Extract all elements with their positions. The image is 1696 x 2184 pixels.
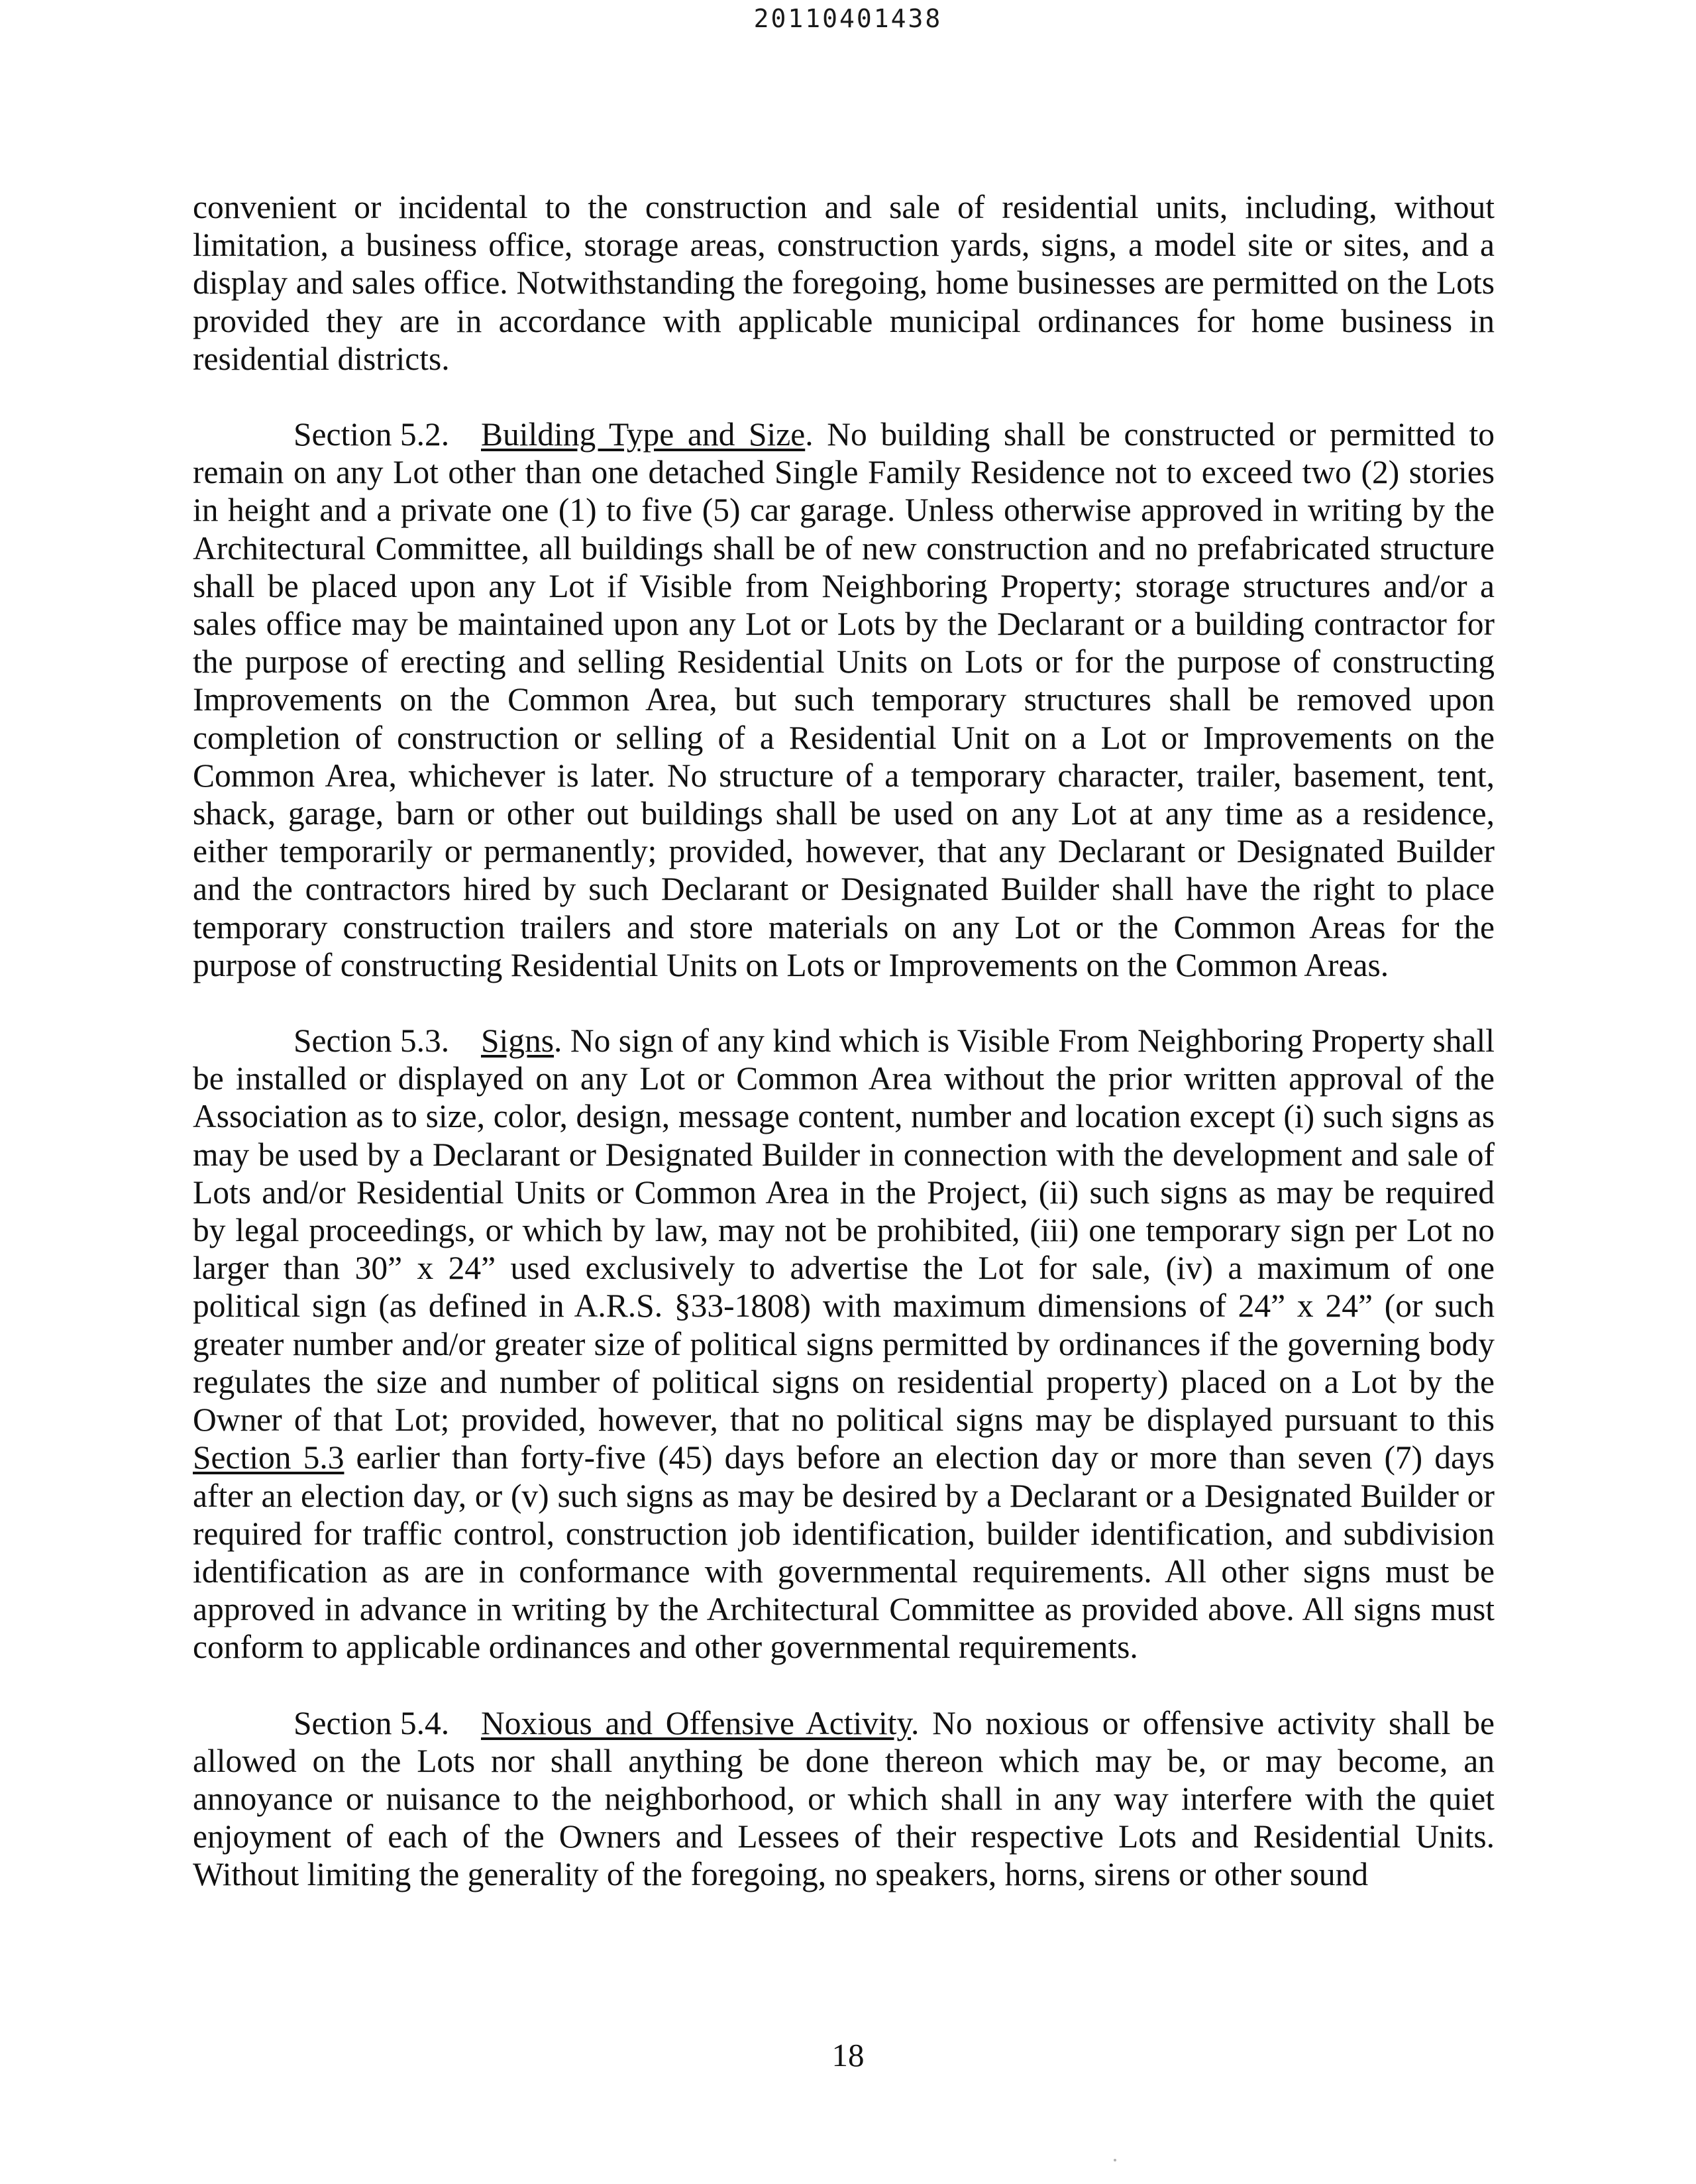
- document-body: [193, 188, 1495, 1894]
- section-text: earlier than forty-five (45) days before an election day or more than seven (7) days after an election day, or (v) such signs as may be desired by a Declarant or a Designated Builder or required for traffic control, construction job identification, builder identification, and subdivision identification as are in conformance with governmental requirements. All other signs must be approved in advance in writing by the Architectural Committee as provided above. All signs must conform to applicable ordinances and other governmental requirements.: [193, 1439, 1495, 1666]
- page-number: 18: [831, 2037, 865, 2073]
- section-heading: Signs: [481, 1022, 555, 1060]
- section-5-4: [193, 1704, 1495, 1894]
- section-cross-reference: Section 5.3: [193, 1439, 344, 1476]
- section-5-3: [193, 1022, 1495, 1666]
- section-5-2: [193, 415, 1495, 984]
- section-heading: Noxious and Offensive Activity: [481, 1704, 912, 1741]
- scan-speck: [1114, 2159, 1116, 2161]
- section-number: Section 5.2.: [293, 416, 450, 453]
- section-heading: Building Type and Size: [481, 416, 806, 453]
- section-text: . No building shall be constructed or permitted to remain on any Lot other than one detached Single Family Residence not to exceed two (2) stories in height and a private one (1) to five (5) car garage. Unless otherwise approved in writing by the Architectural Committee, all buildings shall be of new construction and no prefabricated structure shall be placed upon any Lot if Visible from Neighboring Property; storage structures and/or a sales office may be maintained upon any Lot or Lots by the Declarant or a building contractor for the purpose of erecting and selling Residential Units on Lots or for the purpose of constructing Improvements on the Common Area, but such temporary structures shall be removed upon completion of construction or selling of a Residential Unit on a Lot or Improvements on the Common Area, whichever is later. No structure of a temporary character, trailer, basement, tent, shack, garage, barn or other out buildings shall be used on any Lot at any time as a residence, either temporarily or permanently; provided, however, that any Declarant or Designated Builder and the contractors hired by such Declarant or Designated Builder shall have the right to place temporary construction trailers and store materials on any Lot or the Common Areas for the purpose of constructing Residential Units on Lots or Improvements on the Common Areas.: [193, 416, 1495, 983]
- section-text: . No noxious or offensive activity shall be allowed on the Lots nor shall anything be done thereon which may be, or may become, an annoyance or nuisance to the neighborhood, or which shall in any way interfere with the quiet enjoyment of each of the Owners and Lessees of their respective Lots and Residential Units. Without limiting the generality of the foregoing, no speakers, horns, sirens or other sound: [193, 1704, 1495, 1893]
- document-number: 20110401438: [753, 4, 943, 33]
- section-number: Section 5.4.: [293, 1704, 450, 1741]
- section-number: Section 5.3.: [293, 1022, 450, 1060]
- paragraph-continuation: convenient or incidental to the construction and sale of residential units, including, without limitation, a business office, storage areas, construction yards, signs, a model site or sites, and a display and sales office. Notwithstanding the foregoing, home businesses are permitted on the Lots provided they are in accordance with applicable municipal ordinances for home business in residential districts.: [193, 189, 1495, 377]
- section-text: . No sign of any kind which is Visible From Neighboring Property shall be installed or displayed on any Lot or Common Area without the prior written approval of the Association as to size, color, design, message content, number and location except (i) such signs as may be used by a Declarant or Designated Builder in connection with the development and sale of Lots and/or Residential Units or Common Area in the Project, (ii) such signs as may be required by legal proceedings, or which by law, may not be prohibited, (iii) one temporary sign per Lot no larger than 30” x 24” used exclusively to advertise the Lot for sale, (iv) a maximum of one political sign (as defined in A.R.S. §33-1808) with maximum dimensions of 24” x 24” (or such greater number and/or greater size of political signs permitted by ordinances if the governing body regulates the size and number of political signs on residential property) placed on a Lot by the Owner of that Lot; provided, however, that no political signs may be displayed pursuant to this: [193, 1022, 1495, 1439]
